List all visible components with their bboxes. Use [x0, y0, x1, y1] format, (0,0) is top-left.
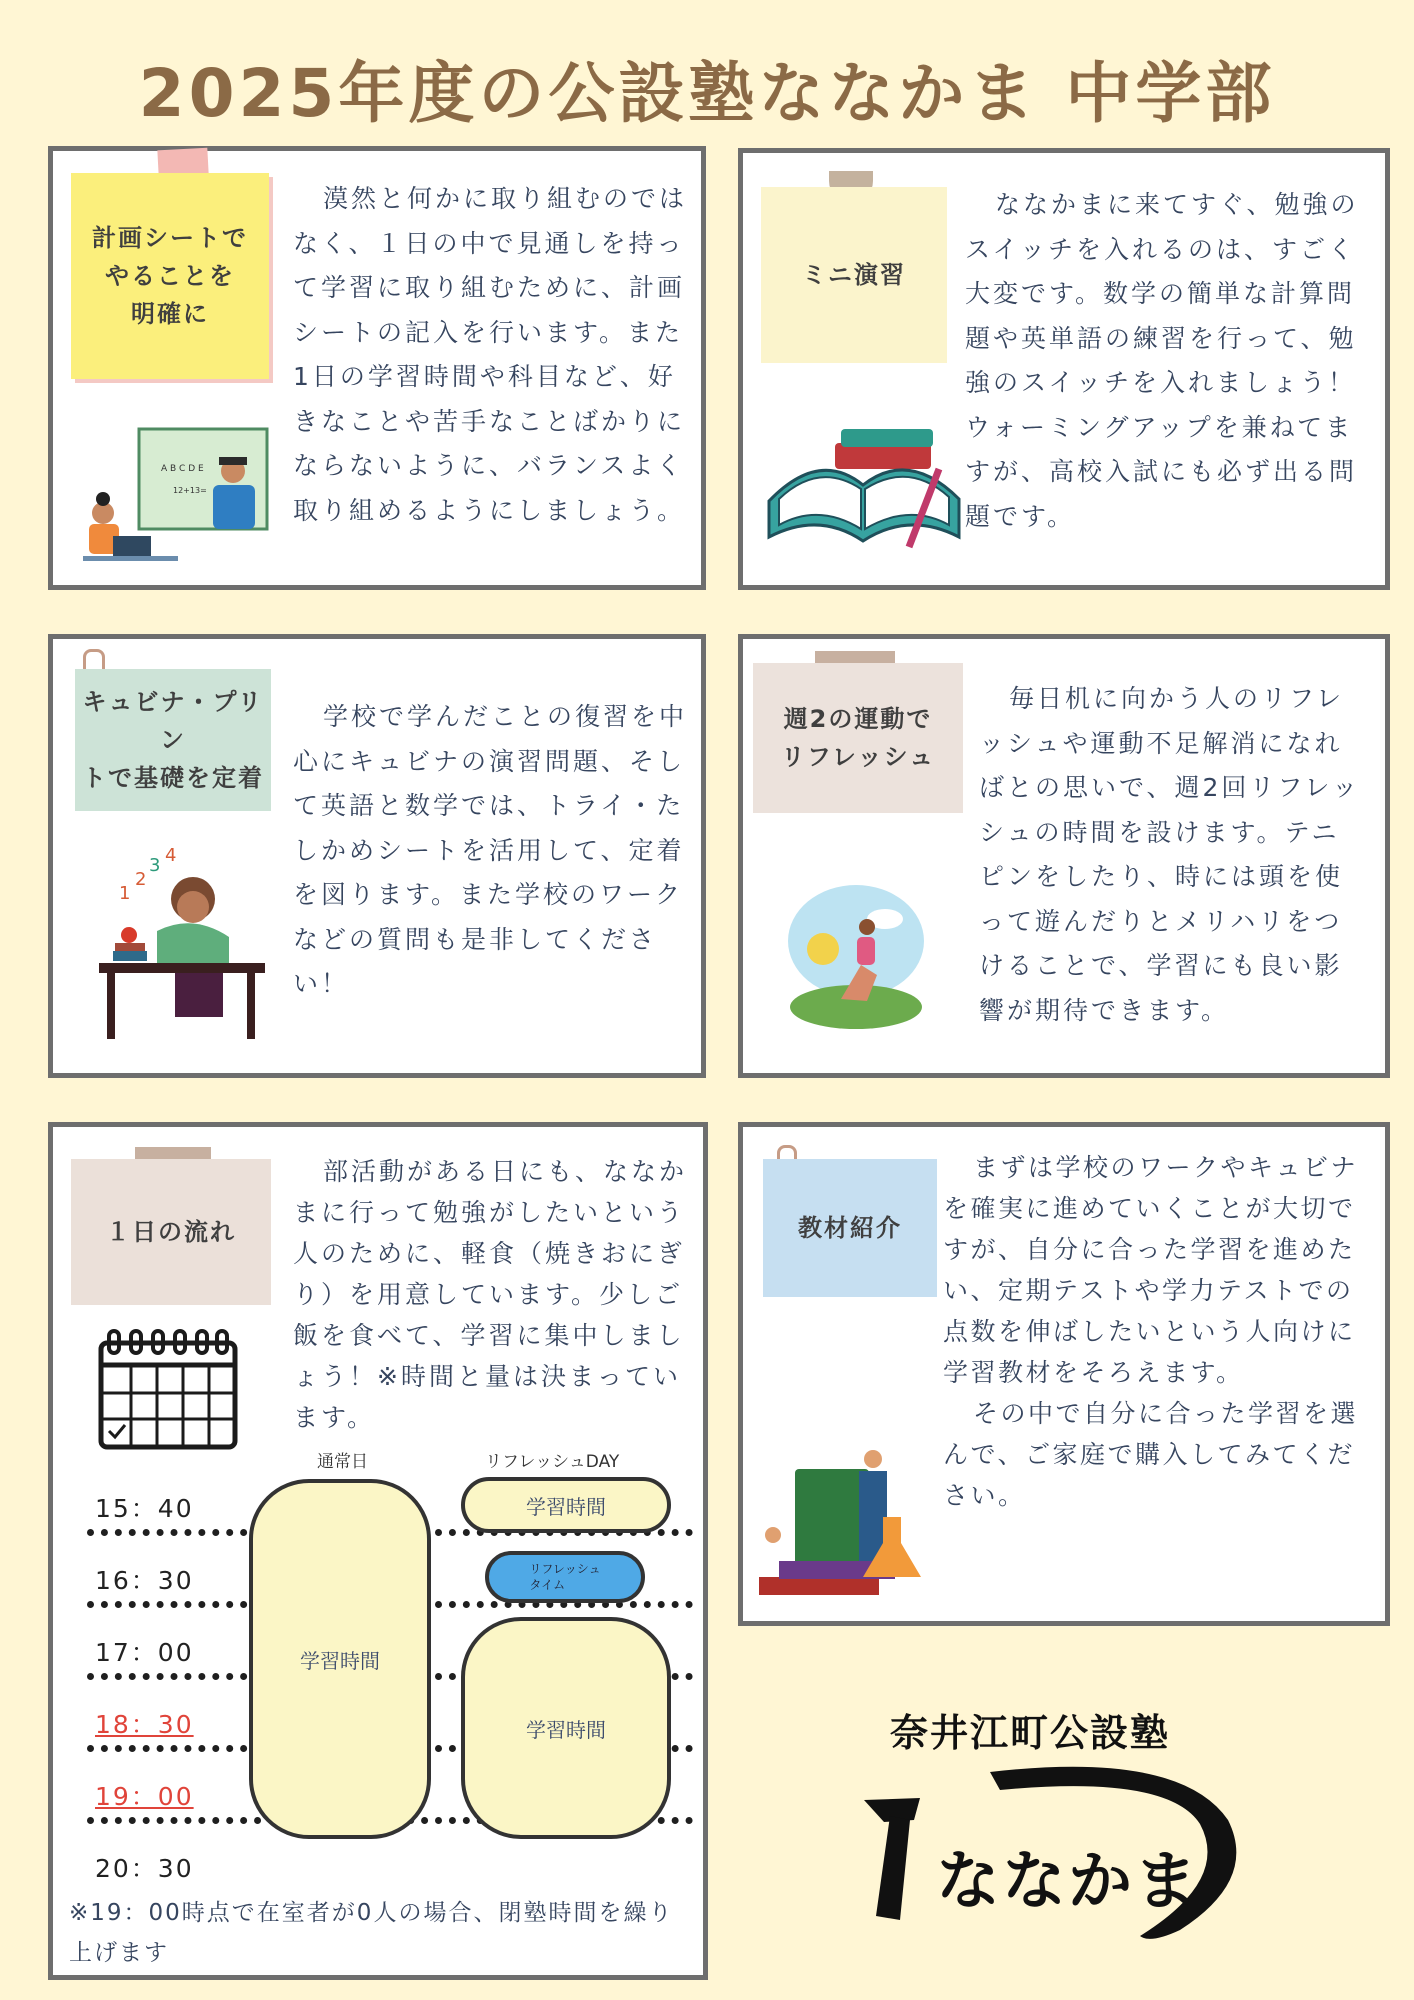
time-1540: 15：40 [95, 1494, 194, 1523]
card-exercise [738, 634, 1390, 1078]
books-flask-illustration [759, 1445, 935, 1601]
note-exercise: 週2の運動で リフレッシュ [753, 663, 963, 813]
page-title: 2025年度の公設塾ななかま 中学部 [138, 55, 1276, 132]
qubena-text: 学校で学んだことの復習を中心にキュビナの演習問題、そして英語と数学では、トライ・たしかめシートを活用して、定着を図ります。また学校のワークなどの質問も是非してください！ [293, 702, 688, 998]
plan-text: 漠然と何かに取り組むのではなく、１日の中で見通しを持って学習に取り組むために、計画シートの記入を行います。また1日の学習時間や科目など、好きなことや苦手なことばかりにならないように、バランスよく取り組めるようにしましょう。 [293, 184, 688, 525]
svg-text:3: 3 [149, 855, 161, 876]
time-1830: 18：30 [95, 1710, 194, 1739]
svg-text:2: 2 [135, 869, 147, 890]
student-studying-illustration [79, 839, 269, 1039]
calendar-icon [97, 1327, 241, 1451]
refresh-time-block: リフレッシュ タイム [485, 1551, 645, 1603]
card-materials [738, 1122, 1390, 1626]
flow-text: 部活動がある日にも、ななかまに行って勉強がしたいという人のために、軽食（焼きおにぎり）を用意しています。少しご飯を食べて、学習に集中しましょう！※時間と量は決まっています。 [293, 1157, 688, 1432]
normal-study-block: 学習時間 [249, 1479, 431, 1839]
time-1900: 19：00 [95, 1782, 194, 1811]
logo [850, 1760, 1250, 1960]
card-mini-exercise [738, 148, 1390, 590]
svg-text:4: 4 [165, 845, 177, 866]
note-qubena: キュビナ・プリン トで基礎を定着 [75, 669, 271, 811]
time-1630: 16：30 [95, 1566, 194, 1595]
note-mini-exercise: ミニ演習 [761, 187, 947, 363]
books-illustration [763, 429, 963, 559]
note-daily-flow: １日の流れ [71, 1159, 271, 1305]
flow-footnote: ※19：00時点で在室者が0人の場合、閉塾時間を繰り上げます [69, 1900, 674, 1966]
note-plan-sheet: 計画シートで やることを 明確に [71, 173, 269, 379]
refresh-study-block-2: 学習時間 [461, 1617, 671, 1839]
materials-text-2: その中で自分に合った学習を選んで、ご家庭で購入してみてください。 [943, 1399, 1359, 1510]
card-plan-sheet [48, 146, 706, 590]
column-header-normal: 通常日 [317, 1452, 368, 1472]
pink-tape [157, 148, 208, 177]
materials-text-1: まずは学校のワークやキュビナを確実に進めていくことが大切ですが、自分に合った学習を進めたい、定期テストや学力テストでの点数を伸ばしたいという人向けに学習教材をそろえます。 [943, 1153, 1359, 1387]
exercise-text: 毎日机に向かう人のリフレッシュや運動不足解消になればとの思いで、週2回リフレッシュの時間を設けます。テニピンをしたり、時には頭を使って遊んだりとメリハリをつけることで、学習にも良い影響が期待できます。 [979, 684, 1361, 1025]
teacher-classroom-illustration [73, 421, 273, 571]
runner-illustration [781, 869, 931, 1029]
time-2030: 20：30 [95, 1854, 194, 1883]
logo-text: ななかま [936, 1844, 1200, 1919]
board-letters: A B C D E [161, 464, 204, 474]
refresh-study-block-1: 学習時間 [461, 1477, 671, 1533]
org-name: 奈井江町公設塾 [890, 1710, 1171, 1755]
time-1700: 17：00 [95, 1638, 194, 1667]
column-header-refresh: リフレッシュDAY [485, 1452, 620, 1472]
board-math: 12+13= [173, 486, 207, 495]
mini-text: ななかまに来てすぐ、勉強のスイッチを入れるのは、すごく大変です。数学の簡単な計算問題や英単語の練習を行って、勉強のスイッチを入れましょう！ウォーミングアップを兼ねてますが、高校入試にも必ず出る問題です。 [965, 190, 1359, 531]
card-qubena [48, 634, 706, 1078]
note-materials: 教材紹介 [763, 1159, 937, 1297]
svg-text:1: 1 [119, 883, 131, 904]
card-daily-flow [48, 1122, 708, 1980]
